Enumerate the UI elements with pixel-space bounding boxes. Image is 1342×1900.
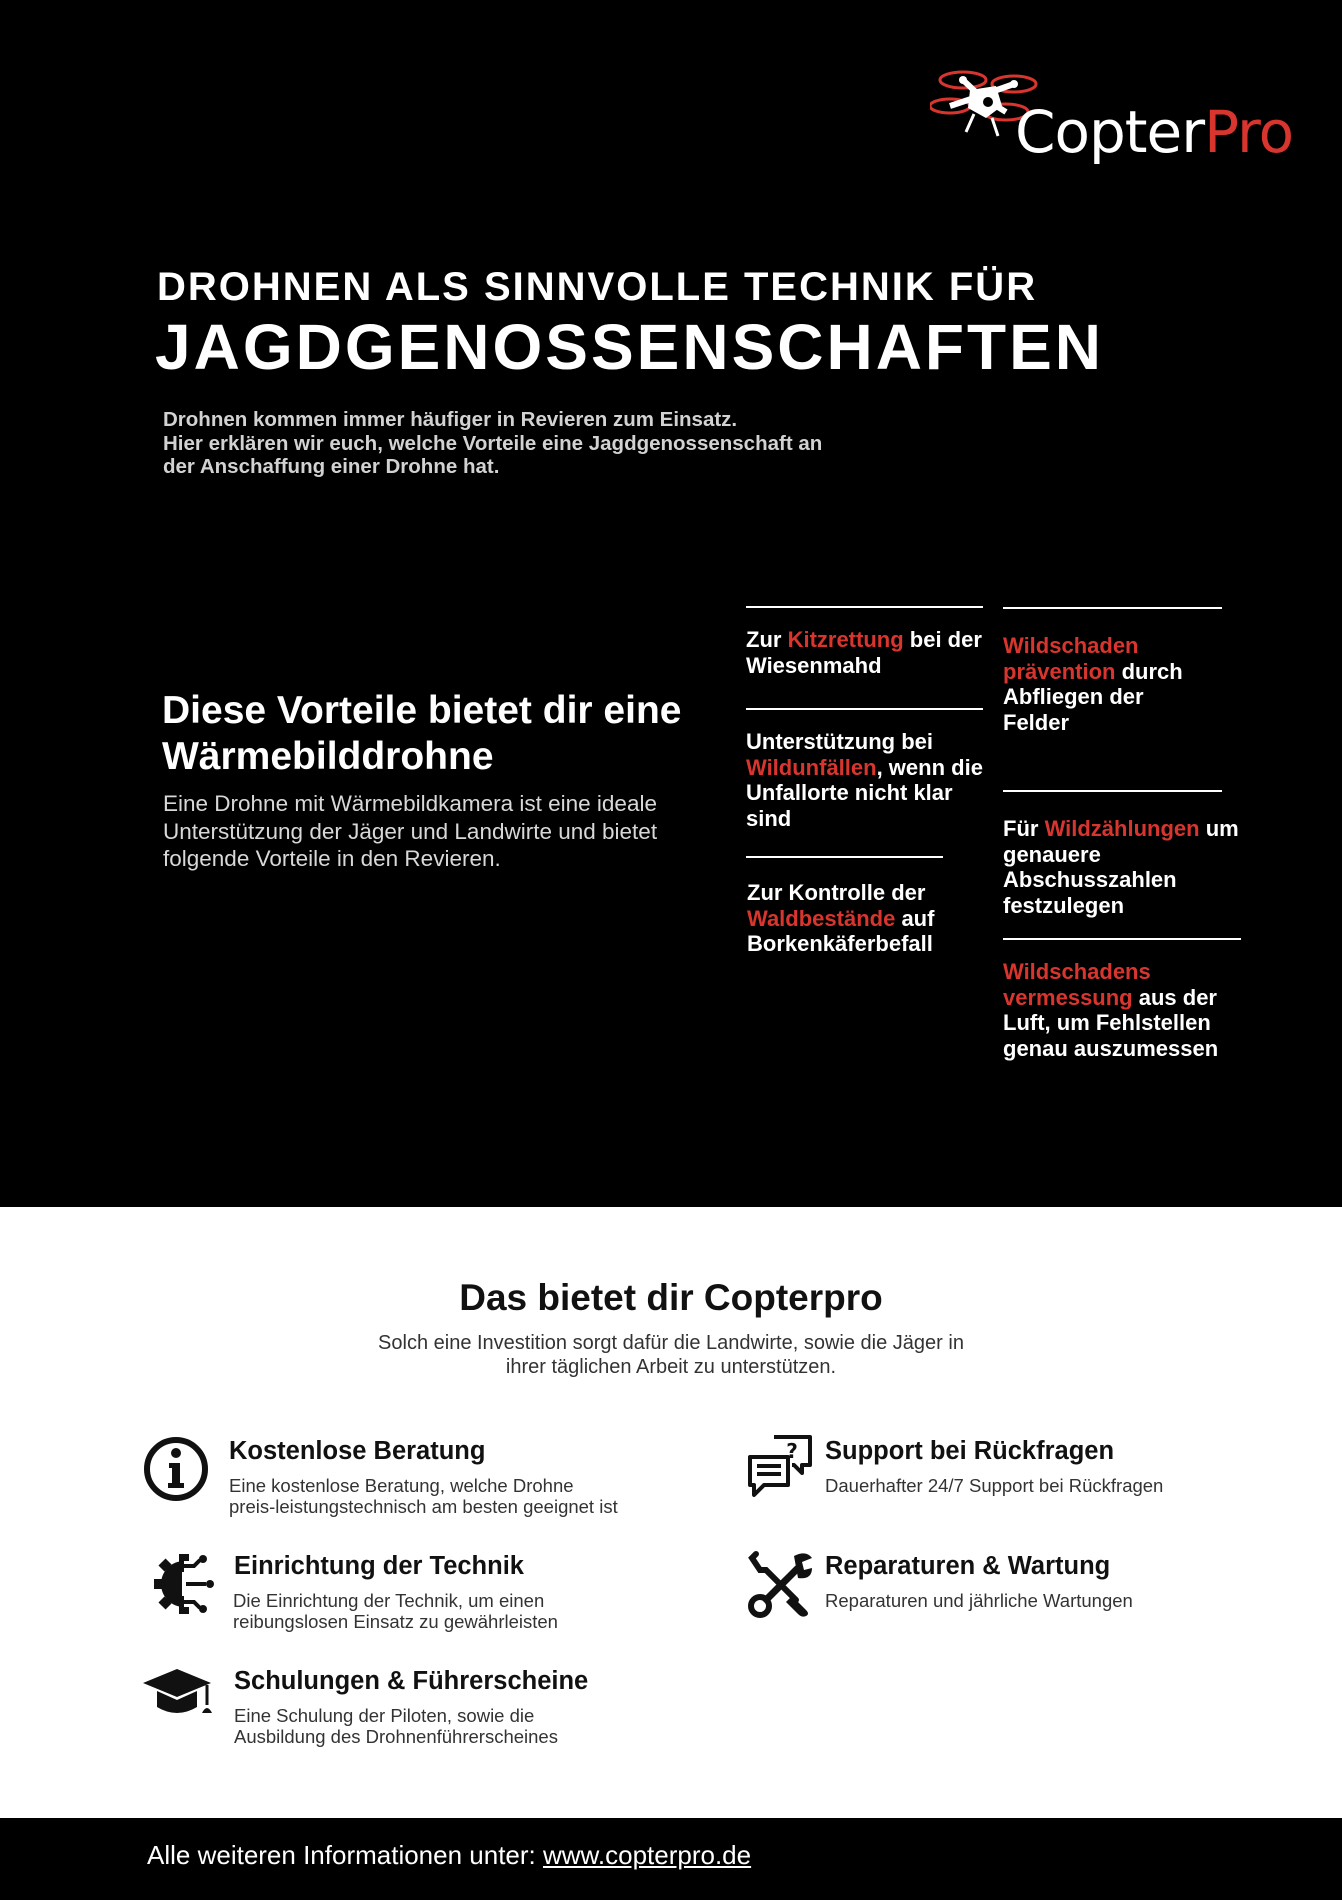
service-title: Schulungen & Führerscheine: [234, 1667, 589, 1695]
offer-section: [0, 1207, 1342, 1818]
copterpro-logo[interactable]: [930, 62, 1294, 172]
divider: [746, 606, 983, 608]
benefit-item: Wildschaden prävention durch Abfliegen der Felder: [1003, 633, 1183, 735]
service-title: Kostenlose Beratung: [229, 1437, 486, 1465]
advantages-description: Eine Drohne mit Wärmebildkamera ist eine ideale Unterstützung der Jäger und Landwirte und bietet folgende Vorteile in den Revieren.: [163, 791, 658, 871]
info-icon: [143, 1433, 215, 1505]
intro-line: der Anschaffung einer Drohne hat.: [163, 455, 500, 478]
hero-title-line1: DROHNEN ALS SINNVOLLE TECHNIK FÜR: [157, 265, 1038, 309]
benefit-item: Unterstützung bei Wildunfällen, wenn die Unfallorte nicht klar sind: [746, 729, 983, 831]
gear-circuit-icon: [148, 1548, 220, 1620]
service-desc: Die Einrichtung der Technik, um einen reibungslosen Einsatz zu gewährleisten: [233, 1590, 558, 1632]
advantages-title: Diese Vorteile bietet dir eine Wärmebilddrohne: [162, 689, 682, 778]
service-desc: Eine kostenlose Beratung, welche Drohne preis-leistungstechnisch am besten geeignet ist: [229, 1475, 618, 1517]
service-desc: Eine Schulung der Piloten, sowie die Ausbildung des Drohnenführerscheines: [234, 1705, 558, 1747]
divider: [746, 856, 943, 858]
graduation-cap-icon: [141, 1663, 213, 1735]
service-title: Reparaturen & Wartung: [825, 1552, 1111, 1580]
hero-intro: [163, 408, 983, 479]
wrench-screwdriver-icon: [746, 1548, 818, 1620]
service-title: Einrichtung der Technik: [234, 1552, 524, 1580]
intro-line: Hier erklären wir euch, welche Vorteile eine Jagdgenossenschaft an: [163, 431, 823, 455]
website-link[interactable]: www.copterpro.de: [543, 1840, 752, 1870]
intro-line: Drohnen kommen immer häufiger in Revieren zum Einsatz.: [163, 408, 738, 431]
footer: [0, 1818, 1342, 1900]
offer-subtitle: Solch eine Investition sorgt dafür die Landwirte, sowie die Jäger in ihrer täglichen Arbeit zu unterstützen.: [378, 1332, 964, 1378]
divider: [1003, 607, 1222, 609]
footer-text: Alle weiteren Informationen unter: www.copterpro.de: [147, 1840, 752, 1870]
hero-title-line2: JAGDGENOSSENSCHAFTEN: [155, 311, 1104, 383]
service-desc: Reparaturen und jährliche Wartungen: [825, 1590, 1133, 1611]
service-title: Support bei Rückfragen: [825, 1437, 1115, 1465]
chat-question-icon: [746, 1433, 818, 1505]
divider: [746, 708, 983, 710]
logo-wordmark: CopterPro: [1015, 98, 1294, 166]
benefit-item: Wildschadens vermessung aus der Luft, um Fehlstellen genau auszumessen: [1003, 959, 1219, 1061]
offer-title: Das bietet dir Copterpro: [459, 1277, 883, 1318]
svg-text:?: ?: [786, 1439, 798, 1463]
service-desc: Dauerhafter 24/7 Support bei Rückfragen: [825, 1475, 1164, 1496]
benefit-item: Zur Kitzrettung bei der Wiesenmahd: [746, 627, 982, 678]
divider: [1003, 790, 1222, 792]
benefit-item: Für Wildzählungen um genauere Abschusszahlen festzulegen: [1003, 816, 1239, 918]
divider: [1003, 938, 1241, 940]
benefit-item: Zur Kontrolle der Waldbestände auf Borkenkäferbefall: [747, 880, 935, 956]
